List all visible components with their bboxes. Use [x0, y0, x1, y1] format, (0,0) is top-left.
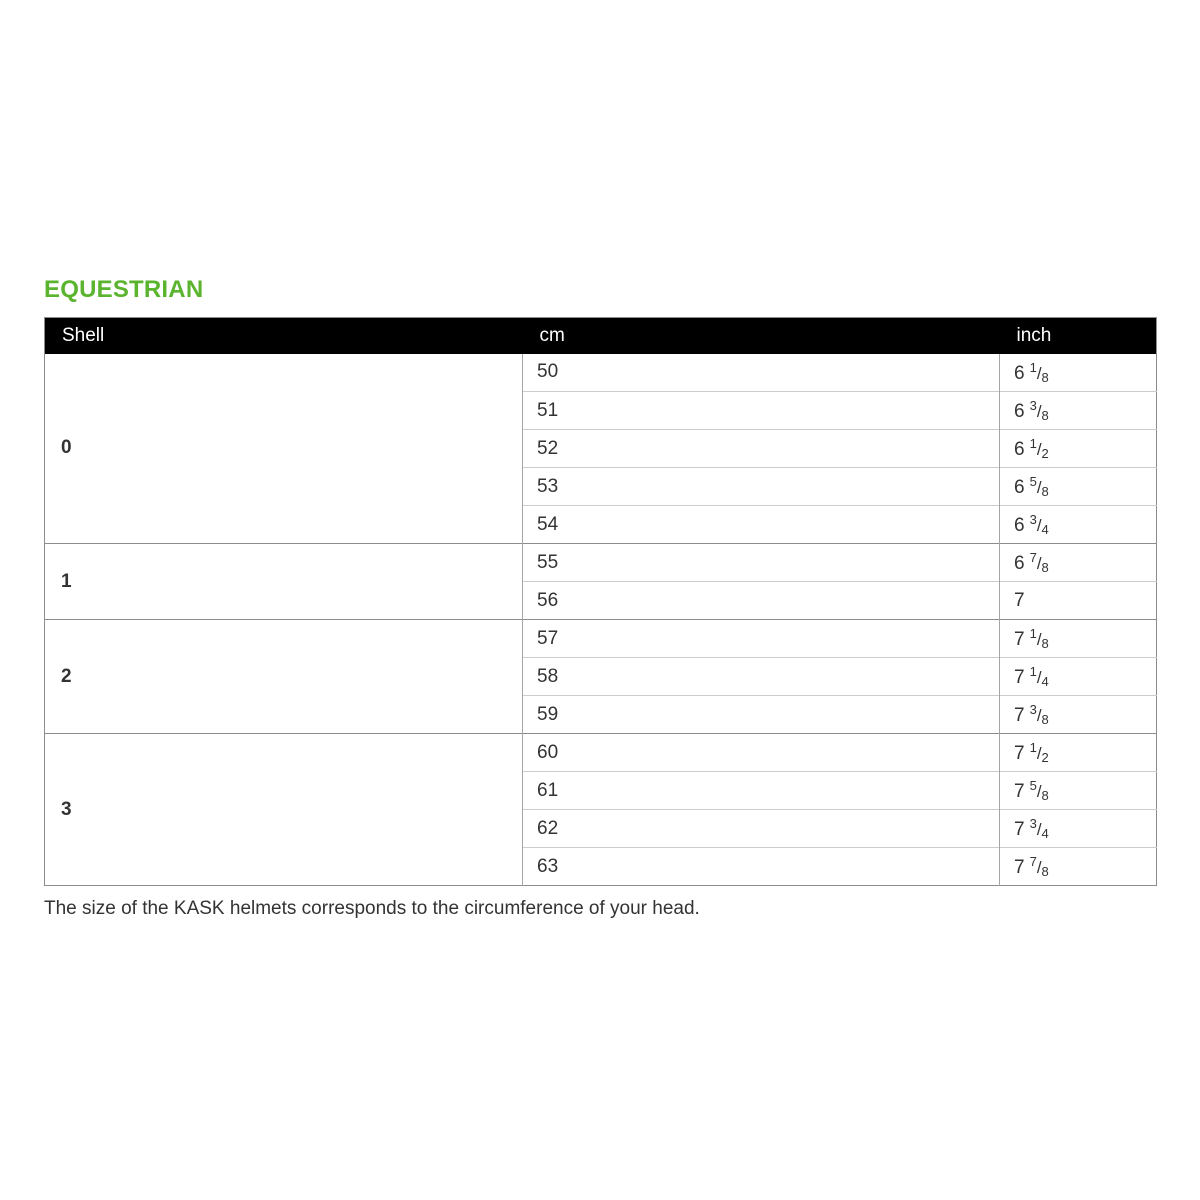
inch-value: 7 $^3$/8 [1000, 696, 1157, 734]
inch-value: 7 $^1$/2 [1000, 734, 1157, 772]
cm-value: 62 [523, 810, 1000, 848]
size-table [44, 317, 1157, 886]
inch-value: 6 $^1$/8 [1000, 354, 1157, 392]
col-header-inch: inch [1000, 318, 1157, 354]
shell-group-label: 2 [45, 620, 523, 734]
table-row [45, 354, 1157, 392]
col-header-shell: Shell [45, 318, 523, 354]
cm-value: 55 [523, 544, 1000, 582]
inch-value: 7 $^3$/4 [1000, 810, 1157, 848]
shell-group-label: 0 [45, 354, 523, 544]
cm-value: 61 [523, 772, 1000, 810]
inch-value: 6 $^3$/4 [1000, 506, 1157, 544]
cm-value: 56 [523, 582, 1000, 620]
size-table-body [45, 354, 1157, 886]
inch-value: 7 $^5$/8 [1000, 772, 1157, 810]
inch-value: 6 $^3$/8 [1000, 392, 1157, 430]
cm-value: 52 [523, 430, 1000, 468]
inch-value: 6 $^1$/2 [1000, 430, 1157, 468]
cm-value: 50 [523, 354, 1000, 392]
inch-value: 7 $^7$/8 [1000, 848, 1157, 886]
cm-value: 59 [523, 696, 1000, 734]
inch-value: 7 $^1$/8 [1000, 620, 1157, 658]
col-header-cm: cm [523, 318, 1000, 354]
inch-value: 7 $^1$/4 [1000, 658, 1157, 696]
shell-group-label: 3 [45, 734, 523, 886]
inch-value: 7 [1000, 582, 1157, 620]
table-row [45, 544, 1157, 582]
size-note: The size of the KASK helmets corresponds to the circumference of your head. [44, 898, 700, 919]
cm-value: 63 [523, 848, 1000, 886]
inch-value: 6 $^7$/8 [1000, 544, 1157, 582]
cm-value: 53 [523, 468, 1000, 506]
cm-value: 60 [523, 734, 1000, 772]
table-row [45, 734, 1157, 772]
shell-group-label: 1 [45, 544, 523, 620]
inch-value: 6 $^5$/8 [1000, 468, 1157, 506]
cm-value: 57 [523, 620, 1000, 658]
cm-value: 58 [523, 658, 1000, 696]
page-title: EQUESTRIAN [44, 276, 204, 303]
cm-value: 54 [523, 506, 1000, 544]
cm-value: 51 [523, 392, 1000, 430]
table-header-row [45, 318, 1157, 354]
table-row [45, 620, 1157, 658]
